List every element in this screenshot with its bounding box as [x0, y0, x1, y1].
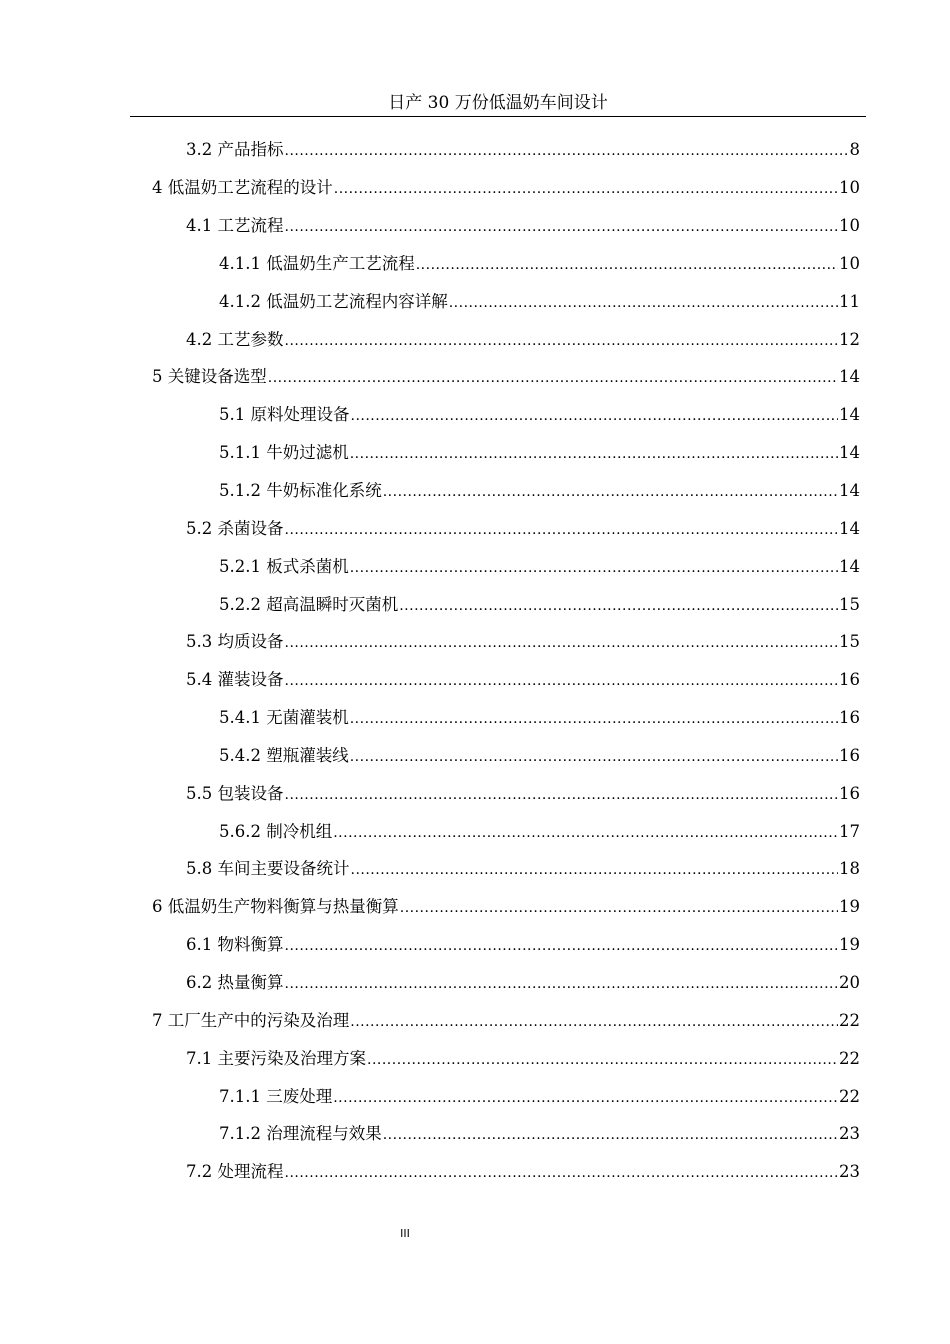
toc-entry-line: [186, 1161, 860, 1184]
toc-entry-label: 5.8 车间主要设备统计: [186, 859, 350, 879]
toc-dot-leader: [400, 897, 838, 919]
toc-entry[interactable]: [0, 1040, 950, 1078]
toc-entry[interactable]: [0, 1116, 950, 1154]
toc-entry-page-number: 10: [839, 253, 860, 273]
toc-entry-line: [219, 404, 860, 427]
toc-entry-label: 5.1.2 牛奶标准化系统: [219, 481, 382, 501]
toc-entry-page-number: 17: [839, 821, 860, 841]
toc-dot-leader: [268, 367, 838, 389]
toc-entry[interactable]: [0, 738, 950, 776]
toc-entry[interactable]: [0, 624, 950, 662]
toc-dot-leader: [383, 481, 838, 503]
toc-dot-leader: [285, 140, 849, 162]
toc-entry-label: 4.1.2 低温奶工艺流程内容详解: [219, 291, 448, 311]
toc-entry-page-number: 19: [839, 897, 860, 917]
toc-entry-label: 5.3 均质设备: [186, 632, 284, 652]
toc-entry-label: 5.2.2 超高温瞬时灭菌机: [219, 594, 399, 614]
toc-entry-line: [152, 896, 860, 919]
toc-entry-label: 7.1.1 三废处理: [219, 1086, 333, 1106]
toc-entry-line: [186, 631, 860, 654]
toc-entry[interactable]: [0, 246, 950, 284]
toc-entry-line: [219, 480, 860, 503]
toc-dot-leader: [350, 708, 838, 730]
toc-entry-line: [186, 858, 860, 881]
toc-dot-leader: [416, 254, 838, 276]
toc-entry-line: [219, 253, 860, 276]
toc-entry[interactable]: [0, 586, 950, 624]
toc-entry-label: 4.1.1 低温奶生产工艺流程: [219, 253, 415, 273]
toc-entry-label: 5.6.2 制冷机组: [219, 821, 333, 841]
toc-entry-page-number: 14: [839, 518, 860, 538]
toc-entry-line: [152, 177, 860, 200]
toc-entry-page-number: 12: [839, 329, 860, 349]
toc-entry-label: 4.2 工艺参数: [186, 329, 284, 349]
header-rule: [130, 116, 866, 117]
toc-dot-leader: [334, 178, 838, 200]
toc-entry-page-number: 15: [839, 594, 860, 614]
toc-entry-line: [186, 783, 860, 806]
toc-dot-leader: [449, 292, 838, 314]
toc-entry-label: 7.1 主要污染及治理方案: [186, 1048, 366, 1068]
toc-entry-page-number: 14: [839, 405, 860, 425]
toc-entry[interactable]: [0, 170, 950, 208]
toc-entry-page-number: 14: [839, 367, 860, 387]
toc-entry-line: [186, 518, 860, 541]
toc-entry-line: [186, 972, 860, 995]
toc-dot-leader: [285, 784, 839, 806]
toc-dot-leader: [285, 519, 839, 541]
toc-dot-leader: [333, 822, 838, 844]
toc-dot-leader: [285, 632, 839, 654]
toc-entry-label: 5.5 包装设备: [186, 783, 284, 803]
toc-entry[interactable]: [0, 700, 950, 738]
toc-entry-line: [186, 934, 860, 957]
toc-entry-line: [152, 1010, 860, 1033]
toc-entry-line: [186, 329, 860, 352]
toc-entry-label: 5.1.1 牛奶过滤机: [219, 443, 349, 463]
toc-entry-line: [186, 139, 860, 162]
toc-entry-page-number: 16: [839, 783, 860, 803]
toc-entry-line: [219, 1123, 860, 1146]
toc-dot-leader: [285, 670, 839, 692]
toc-entry-page-number: 10: [839, 216, 860, 236]
toc-entry-line: [219, 745, 860, 768]
toc-entry-page-number: 22: [839, 1010, 860, 1030]
toc-entry-label: 6 低温奶生产物料衡算与热量衡算: [152, 897, 399, 917]
toc-entry-page-number: 23: [839, 1124, 860, 1144]
toc-entry-line: [219, 556, 860, 579]
toc-entry[interactable]: [0, 1002, 950, 1040]
toc-entry[interactable]: [0, 813, 950, 851]
toc-entry-line: [219, 291, 860, 314]
toc-entry-label: 5 关键设备选型: [152, 367, 267, 387]
toc-entry[interactable]: [0, 775, 950, 813]
toc-entry[interactable]: [0, 321, 950, 359]
toc-entry-page-number: 22: [839, 1048, 860, 1068]
toc-dot-leader: [285, 935, 839, 957]
toc-entry[interactable]: [0, 283, 950, 321]
toc-entry-line: [219, 707, 860, 730]
toc-entry-label: 6.2 热量衡算: [186, 972, 284, 992]
toc-entry-page-number: 15: [839, 632, 860, 652]
toc-entry-page-number: 16: [839, 708, 860, 728]
toc-entry[interactable]: [0, 662, 950, 700]
toc-entry-page-number: 20: [839, 972, 860, 992]
toc-dot-leader: [350, 1011, 838, 1033]
toc-entry[interactable]: [0, 548, 950, 586]
toc-entry-page-number: 23: [839, 1162, 860, 1182]
toc-entry[interactable]: [0, 359, 950, 397]
toc-entry-label: 5.4.1 无菌灌装机: [219, 708, 349, 728]
toc-entry-line: [219, 821, 860, 844]
toc-dot-leader: [350, 746, 838, 768]
toc-dot-leader: [285, 1162, 839, 1184]
toc-entry-label: 7 工厂生产中的污染及治理: [152, 1010, 350, 1030]
toc-entry[interactable]: [0, 132, 950, 170]
toc-entry[interactable]: [0, 510, 950, 548]
toc-dot-leader: [399, 595, 838, 617]
toc-entry-label: 3.2 产品指标: [186, 140, 284, 160]
toc-entry-line: [186, 1048, 860, 1071]
toc-entry-page-number: 11: [839, 291, 860, 311]
toc-entry-page-number: 19: [839, 935, 860, 955]
toc-entry-page-number: 22: [839, 1086, 860, 1106]
toc-dot-leader: [383, 1124, 838, 1146]
page-number: III: [400, 1227, 410, 1240]
toc-entry[interactable]: [0, 1154, 950, 1192]
toc-entry[interactable]: [0, 851, 950, 889]
toc-entry-label: 5.1 原料处理设备: [219, 405, 350, 425]
toc-entry-label: 7.2 处理流程: [186, 1162, 284, 1182]
toc-dot-leader: [367, 1049, 838, 1071]
toc-entry-page-number: 16: [839, 745, 860, 765]
toc-entry-label: 5.2.1 板式杀菌机: [219, 556, 349, 576]
toc-dot-leader: [350, 443, 838, 465]
toc-entry-label: 5.4.2 塑瓶灌装线: [219, 745, 349, 765]
toc-entry[interactable]: [0, 1078, 950, 1116]
toc-entry-line: [186, 669, 860, 692]
toc-dot-leader: [351, 405, 839, 427]
toc-entry-label: 5.4 灌装设备: [186, 670, 284, 690]
toc-entry-line: [219, 1086, 860, 1109]
toc-entry-line: [152, 366, 860, 389]
toc-entry-line: [186, 215, 860, 238]
toc-dot-leader: [285, 330, 839, 352]
toc-entry-page-number: 10: [839, 178, 860, 198]
toc-entry[interactable]: [0, 208, 950, 246]
page-header-title: 日产 30 万份低温奶车间设计: [388, 93, 608, 113]
toc-entry-page-number: 14: [839, 443, 860, 463]
toc-entry-page-number: 14: [839, 481, 860, 501]
toc-entry[interactable]: [0, 473, 950, 511]
toc-entry[interactable]: [0, 965, 950, 1003]
table-of-contents: [0, 132, 950, 1192]
toc-entry[interactable]: [0, 435, 950, 473]
toc-entry-page-number: 18: [839, 859, 860, 879]
toc-entry[interactable]: [0, 397, 950, 435]
toc-entry-label: 4 低温奶工艺流程的设计: [152, 178, 333, 198]
toc-entry-page-number: 14: [839, 556, 860, 576]
toc-dot-leader: [351, 859, 839, 881]
toc-dot-leader: [285, 216, 839, 238]
toc-entry[interactable]: [0, 889, 950, 927]
toc-entry-page-number: 16: [839, 670, 860, 690]
toc-dot-leader: [350, 557, 838, 579]
toc-entry-page-number: 8: [849, 140, 860, 160]
toc-entry-label: 5.2 杀菌设备: [186, 518, 284, 538]
toc-entry[interactable]: [0, 927, 950, 965]
toc-entry-label: 6.1 物料衡算: [186, 935, 284, 955]
toc-entry-label: 4.1 工艺流程: [186, 216, 284, 236]
toc-dot-leader: [285, 973, 839, 995]
toc-entry-label: 7.1.2 治理流程与效果: [219, 1124, 382, 1144]
toc-entry-line: [219, 442, 860, 465]
toc-dot-leader: [333, 1087, 838, 1109]
toc-entry-line: [219, 594, 860, 617]
